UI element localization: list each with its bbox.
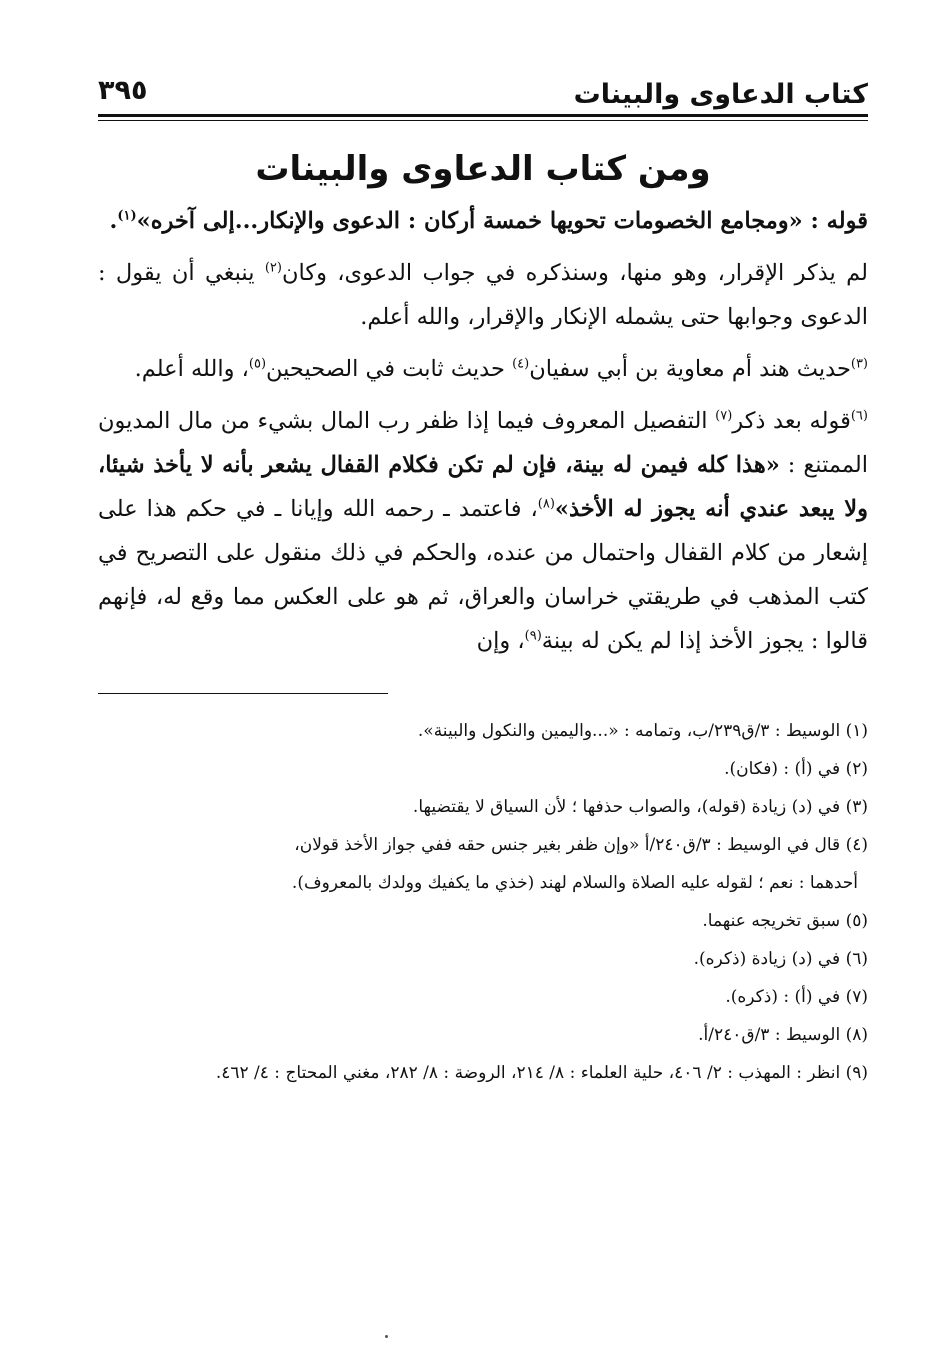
chapter-title: ومن كتاب الدعاوى والبينات [255, 149, 711, 189]
footnote-3: (٣) في (د) زيادة (قوله)، والصواب حذفها ؛ لأن السياق لا يقتضيها. [412, 797, 868, 817]
print-speck [385, 1335, 388, 1338]
footnote-6: (٦) في (د) زيادة (ذكره). [693, 949, 868, 969]
footnote-4-continuation-text: أحدهما : نعم ؛ لقوله عليه الصلاة والسلام لهند (خذي ما يكفيك وولدك بالمعروف). [291, 873, 858, 893]
paragraph-1 [98, 199, 868, 243]
paragraph-4 [98, 399, 868, 663]
footnote-4: (٤) قال في الوسيط : ٣/ق٢٤٠/أ «وإن ظفر بغير جنس حقه ففي جواز الأخذ قولان، [294, 835, 868, 855]
paragraph-3 [98, 347, 868, 391]
header-rule-thin [98, 120, 868, 121]
footnote-8: (٨) الوسيط : ٣/ق٢٤٠/أ. [698, 1025, 868, 1045]
footnote-ref-2: (٢) [264, 260, 282, 276]
paragraph-3-text-b: حديث ثابت في الصحيحين [266, 356, 513, 382]
paragraph-3-text-a: حديث هند أم معاوية بن أبي سفيان [529, 356, 851, 382]
paragraph-1-text: قوله : «ومجامع الخصومات تحويها خمسة أركان : الدعوى والإنكار...إلى آخره» [136, 208, 868, 234]
paragraph-4-text-a: قوله بعد ذكر [732, 408, 851, 434]
paragraph-2-text-b: ينبغي أن يقول : الدعوى وجوابها حتى يشمله الإنكار والإقرار، والله أعلم. [98, 260, 868, 330]
footnote-ref-5: (٥) [248, 356, 267, 372]
footnote-4-continuation [98, 864, 868, 902]
running-title: كتاب الدعاوى والبينات [573, 79, 868, 110]
footnote-ref-4: (٤) [512, 356, 530, 372]
paragraph-2-text-a: لم يذكر الإقرار، وهو منها، وسنذكره في جواب الدعوى، وكان [281, 260, 869, 286]
footnote-5: (٥) سبق تخريجه عنهما. [702, 911, 868, 931]
footnote-2: (٢) في (أ) : (فكان). [724, 759, 868, 779]
footnote-ref-6: (٦) [850, 408, 868, 424]
page-number: ٣٩٥ [98, 75, 148, 106]
paragraph-4-quote: «هذا كله فيمن له بينة، فإن لم تكن فكلام القفال يشعر بأنه لا يأخذ شيئا، ولا يبعد عندي أنه يجوز له الأخذ» [98, 452, 868, 522]
running-header [98, 62, 868, 114]
paragraph-2 [98, 251, 868, 339]
footnote-ref-7: (٧) [715, 408, 733, 424]
footnote-ref-8: (٨) [537, 496, 555, 512]
footnote-separator [98, 693, 388, 694]
paragraph-4-text-d: ، وإن [476, 628, 525, 654]
footnotes [98, 712, 868, 1092]
footnote-7: (٧) في (أ) : (ذكره). [725, 987, 868, 1007]
footnote-9: (٩) انظر : المهذب : ٢/ ٤٠٦، حلية العلماء : ٨/ ٢١٤، الروضة : ٨/ ٢٨٢، مغني المحتاج : ٤/ ٤٦٢. [215, 1063, 868, 1083]
paragraph-4-text-b: التفصيل المعروف فيما إذا ظفر رب المال بشيء من مال المديون الممتنع : [98, 408, 868, 478]
paragraph-1-end: . [109, 208, 118, 234]
main-text [98, 199, 868, 663]
footnote-ref-3: (٣) [850, 356, 868, 372]
paragraph-4-text-c: ، فاعتمد ـ رحمه الله وإيانا ـ في حكم هذا على إشعار من كلام القفال واحتمال من عنده، والحكم في ذلك منقول على التصريح في كتب المذهب في طريقتي خراسان والعراق، ثم هو على العكس مما وقع له، فإنهم قالوا : يجوز الأخذ إذا لم يكن له بينة [98, 496, 868, 654]
footnote-ref-1: (١) [117, 208, 137, 224]
footnote-1: (١) الوسيط : ٣/ق٢٣٩/ب، وتمامه : «...واليمين والنكول والبينة». [417, 721, 868, 741]
footnote-ref-9: (٩) [524, 628, 542, 644]
book-page [98, 62, 868, 1342]
header-rule-thick [98, 114, 868, 117]
paragraph-3-text-c: ، والله أعلم. [134, 356, 249, 382]
